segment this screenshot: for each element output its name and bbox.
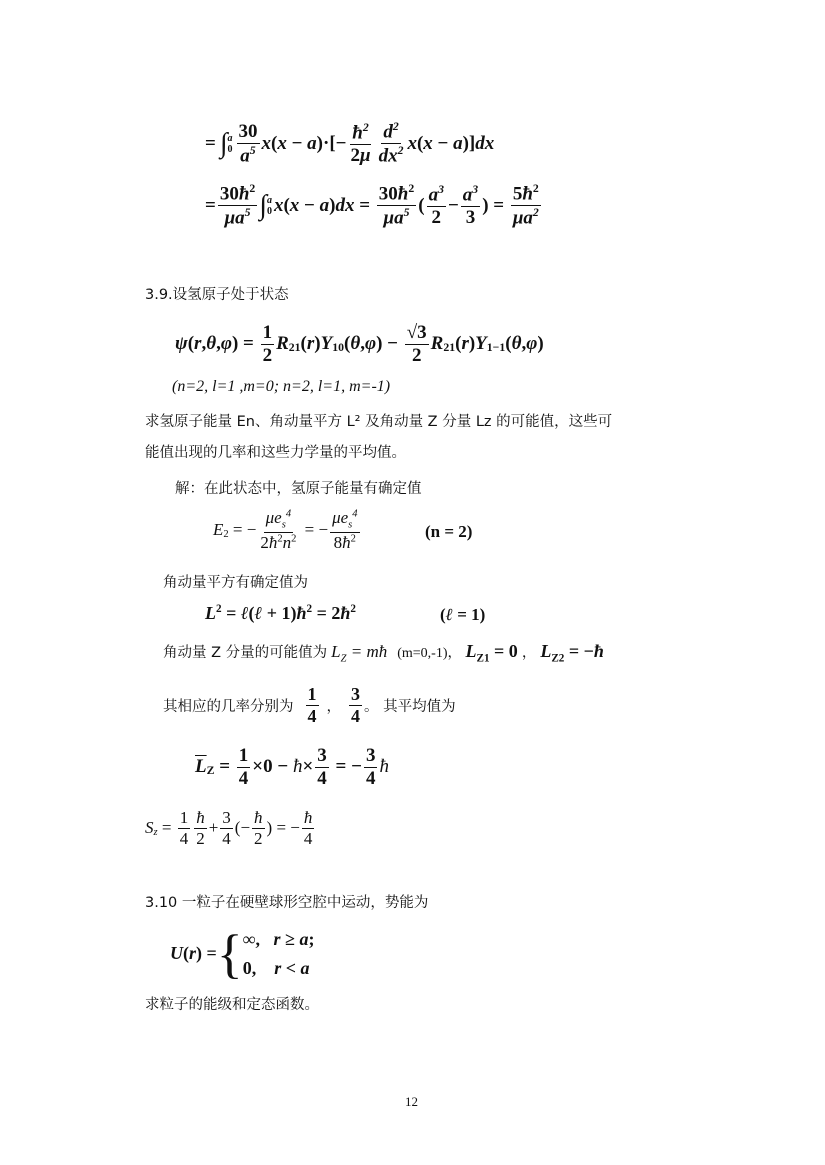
lz-values: (m=0,-1)， bbox=[397, 646, 462, 661]
problem-3-9-heading: 3.9.设氢原子处于状态 bbox=[145, 287, 289, 303]
brace: { bbox=[216, 923, 243, 984]
probability-line: 其相应的几率分别为 $\frac{1}{4}$ ， $\frac{3}{4}$ 。 其平均值为 bbox=[163, 684, 456, 726]
sz-equation: S $_z$ = $\frac{1}{4}$ $\frac{ħ}{2}$ + $\frac{3}{4}$ (− $\frac{ħ}{2}$ ) = − $\frac{ħ}{4}$ bbox=[145, 808, 313, 848]
energy-equation: E $_2$ = − $\frac{\mu e_s^4}{2ħ^2n^2}$ = − $\frac{\mu e_s^4}{8ħ^2}$ bbox=[213, 508, 358, 552]
lz1-equation: $L_{Z1} = 0$ bbox=[465, 641, 518, 665]
page-number: 12 bbox=[405, 1094, 418, 1109]
equation-line-2: = $\frac{30ħ^2}{\mu a^5}$ ∫ a 0 x ( x − a ) dx = $\frac{30ħ^2}{\mu a^5}$ ( $\frac{a^3}{2}$ − $\frac{a^3}{3}$ ) = $\frac{5ħ^2}{\mu a^2}$ bbox=[205, 182, 539, 229]
psi-equation: ψ ( r , θ , φ ) = $\frac{1}{2}$ R $_{21}$ ( r ) Y $_{10}$ ( θ , φ ) − $\frac{√3}{2}$ R $_{21}$ ( r ) Y $_{1-1}$ ( θ , φ ) bbox=[175, 322, 544, 366]
l2-equation: $L^2$ = ℓ(ℓ + $1)ħ^2$ = $2ħ^2$ bbox=[205, 603, 356, 623]
prob-text: 其相应的几率分别为 bbox=[163, 698, 294, 715]
potential-case-1: ∞, r ≥ a; bbox=[242, 929, 315, 949]
equation-line-1: = ∫ a 0 $\frac{30}{a^5}$ x ( x − a )·[− $\frac{ħ^2}{2\mu}$ $\frac{d^2}{dx^2}$ x ( x − a )] dx bbox=[205, 120, 495, 167]
l2-condition: (ℓ = 1) bbox=[440, 605, 486, 624]
energy-condition: (n = 2) bbox=[425, 522, 473, 541]
quantum-numbers: (n=2, l=1 ,m=0; n=2, l=1, m=-1) bbox=[172, 378, 391, 395]
lz-text: 角动量 Z 分量的可能值为 bbox=[163, 645, 328, 661]
problem-3-10-heading: 3.10 一粒子在硬壁球形空腔中运动，势能为 bbox=[145, 895, 429, 911]
potential-equation bbox=[170, 925, 314, 983]
lz-line: 角动量 Z 分量的可能值为 $L_Z$ = mħ (m=0,-1)， $L_{Z1} = 0$ ， $L_{Z2}$ = −ħ bbox=[163, 641, 604, 665]
problem-3-10-question: 求粒子的能级和定态函数。 bbox=[145, 997, 319, 1013]
prob-1: $\frac{1}{4}$ bbox=[307, 684, 317, 726]
lz2-equation: $L_{Z2}$ = −ħ bbox=[540, 641, 604, 665]
question-line-2: 能值出现的几率和这些力学量的平均值。 bbox=[145, 445, 406, 461]
avg-text: 。 其平均值为 bbox=[364, 698, 456, 715]
lz-equation: $L_Z$ = mħ bbox=[331, 642, 388, 665]
potential-lhs: U(r) = bbox=[170, 943, 217, 964]
question-line-1: 求氢原子能量 En、角动量平方 L² 及角动量 Z 分量 Lz 的可能值，这些可 bbox=[145, 414, 613, 430]
prob-2: $\frac{3}{4}$ bbox=[351, 684, 360, 726]
l2-text: 角动量平方有确定值为 bbox=[163, 575, 308, 591]
solution-intro: 解：在此状态中，氢原子能量有确定值 bbox=[175, 481, 422, 497]
potential-case-2: 0, r < a bbox=[242, 957, 310, 978]
lz-average-equation: $\overline{L}$ $_Z$ = $\frac{1}{4}$ ×0 − ħ × $\frac{3}{4}$ = − $\frac{3}{4}$ ħ bbox=[195, 745, 389, 789]
